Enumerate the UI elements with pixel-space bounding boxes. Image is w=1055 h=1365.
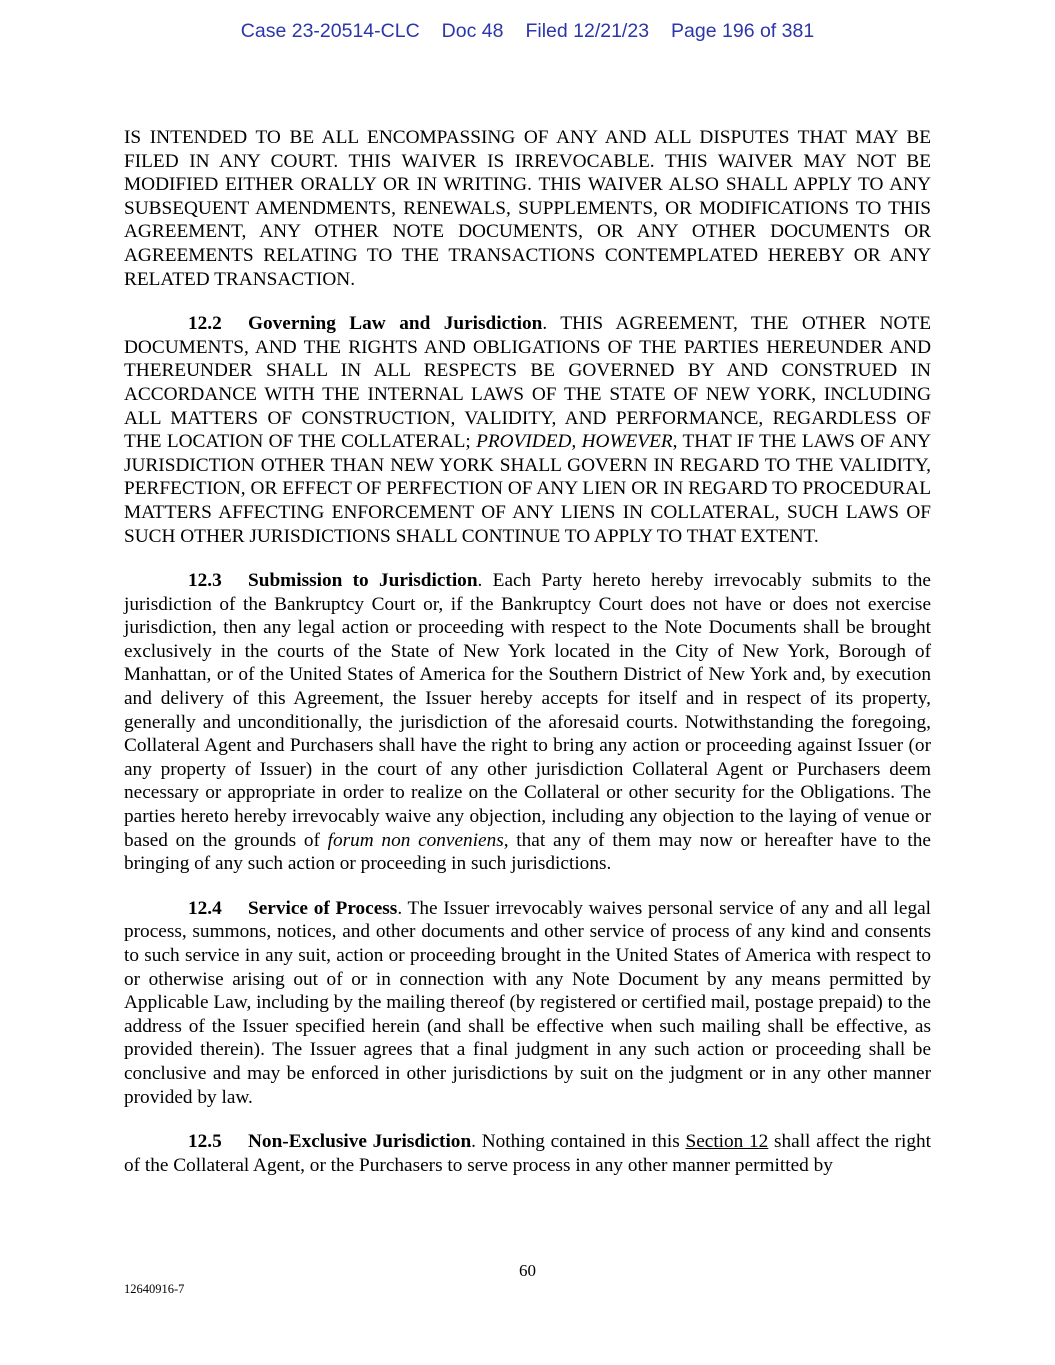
case-number: Case 23-20514-CLC [240,20,420,42]
section-text: . The Issuer irrevocably waives personal service of any and all legal process, summons, notices, and other documents and other service of process of any kind and consents to such service in any suit, action or proceeding brought in the United States of America with respect to or otherwise arising out of or in connection with any Note Document by any means permitted by Applicable Law, including by the mailing thereof (by registered or certified mail, postage prepaid) to the address of the Issuer specified herein (and shall be effective when such mailing shall be effective, as provided therein). The Issuer agrees that a final judgment in any such action or proceeding shall be conclusive and may be enforced in other jurisdictions by suit on the judgment or in any other manner provided by law. [124,897,932,1108]
page-number: 60 [519,1261,536,1280]
section-text: . THIS AGREEMENT, THE OTHER NOTE DOCUMENTS, AND THE RIGHTS AND OBLIGATIONS OF THE PARTIES HEREUNDER AND THEREUNDER SHALL IN ALL RESPECTS BE GOVERNED BY AND CONSTRUED IN ACCORDANCE WITH THE INTERNAL LAWS OF THE STATE OF NEW YORK, INCLUDING ALL MATTERS OF CONSTRUCTION, VALIDITY, AND PERFORMANCE, REGARDLESS OF THE LOCATION OF THE COLLATERAL; [124,313,932,453]
section-title: Governing Law and Jurisdiction [248,313,543,335]
section-text: . Nothing contained in this [471,1131,686,1153]
section-12-2 [124,312,931,548]
section-12-4 [124,897,931,1109]
section-italic-text: PROVIDED, HOWEVER [476,431,673,453]
section-number: 12.3 [188,570,222,592]
section-text: , THAT IF THE LAWS OF ANY JURISDICTION OTHER THAN NEW YORK SHALL GOVERN IN REGARD TO THE VALIDITY, PERFECTION, OR EFFECT OF PERFECTION OF ANY LIEN OR IN REGARD TO PROCEDURAL MATTERS AFFECTING ENFORCEMENT OF ANY LIENS IN COLLATERAL, SUCH LAWS OF SUCH OTHER JURISDICTIONS SHALL CONTINUE TO APPLY TO THAT EXTENT. [124,431,931,547]
section-italic-text: forum non conveniens [327,829,504,851]
page-indicator: Page 196 of 381 [671,20,815,42]
paragraph-continuation: IS INTENDED TO BE ALL ENCOMPASSING OF ANY AND ALL DISPUTES THAT MAY BE FILED IN ANY COURT. THIS WAIVER IS IRREVOCABLE. THIS WAIVER MAY NOT BE MODIFIED EITHER ORALLY OR IN WRITING. THIS WAIVER ALSO SHALL APPLY TO ANY SUBSEQUENT AMENDMENTS, RENEWALS, SUPPLEMENTS, OR MODIFICATIONS TO THIS AGREEMENT, ANY OTHER NOTE DOCUMENTS, OR ANY OTHER DOCUMENTS OR AGREEMENTS RELATING TO THE TRANSACTIONS CONTEMPLATED HEREBY OR ANY RELATED TRANSACTION. [124,127,931,290]
section-number: 12.2 [188,313,222,335]
docket-number: Doc 48 [441,20,504,42]
document-id: 12640916-7 [124,1282,185,1296]
section-text: . Each Party hereto hereby irrevocably submits to the jurisdiction of the Bankruptcy Court or, if the Bankruptcy Court does not have or does not exercise jurisdiction, then any legal action or proceeding with respect to the Note Documents shall be brought exclusively in the courts of the State of New York located in the City of New York, Borough of Manhattan, or of the United States of America for the Southern District of New York and, by execution and delivery of this Agreement, the Issuer hereby accepts for itself and in respect of its property, generally and unconditionally, the jurisdiction of the aforesaid courts. Notwithstanding the foregoing, Collateral Agent and Purchasers shall have the right to bring any action or proceeding against Issuer (or any property of Issuer) in the court of any other jurisdiction Collateral Agent or Purchasers deem necessary or appropriate in order to realize on the Collateral or other security for the Obligations. The parties hereto hereby irrevocably waive any objection, including any objection to the laying of venue or based on the grounds of [124,570,931,851]
section-title: Service of Process [248,897,398,919]
section-number: 12.4 [188,897,222,919]
section-text: shall affect the right of the Collateral Agent, or the Purchasers to serve process in any other manner permitted by [124,1131,931,1176]
section-cross-reference: Section 12 [685,1131,769,1153]
section-title: Submission to Jurisdiction [248,570,478,592]
section-number: 12.5 [188,1131,222,1153]
section-12-5 [124,1130,931,1177]
filed-date: Filed 12/21/23 [525,20,650,42]
document-body [124,126,931,1198]
section-title: Non-Exclusive Jurisdiction [248,1131,472,1153]
court-filing-header [0,20,1055,43]
section-12-3 [124,569,931,876]
section-text: , that any of them may now or hereafter have to the bringing of any such action or proceeding in such jurisdictions. [124,829,931,875]
